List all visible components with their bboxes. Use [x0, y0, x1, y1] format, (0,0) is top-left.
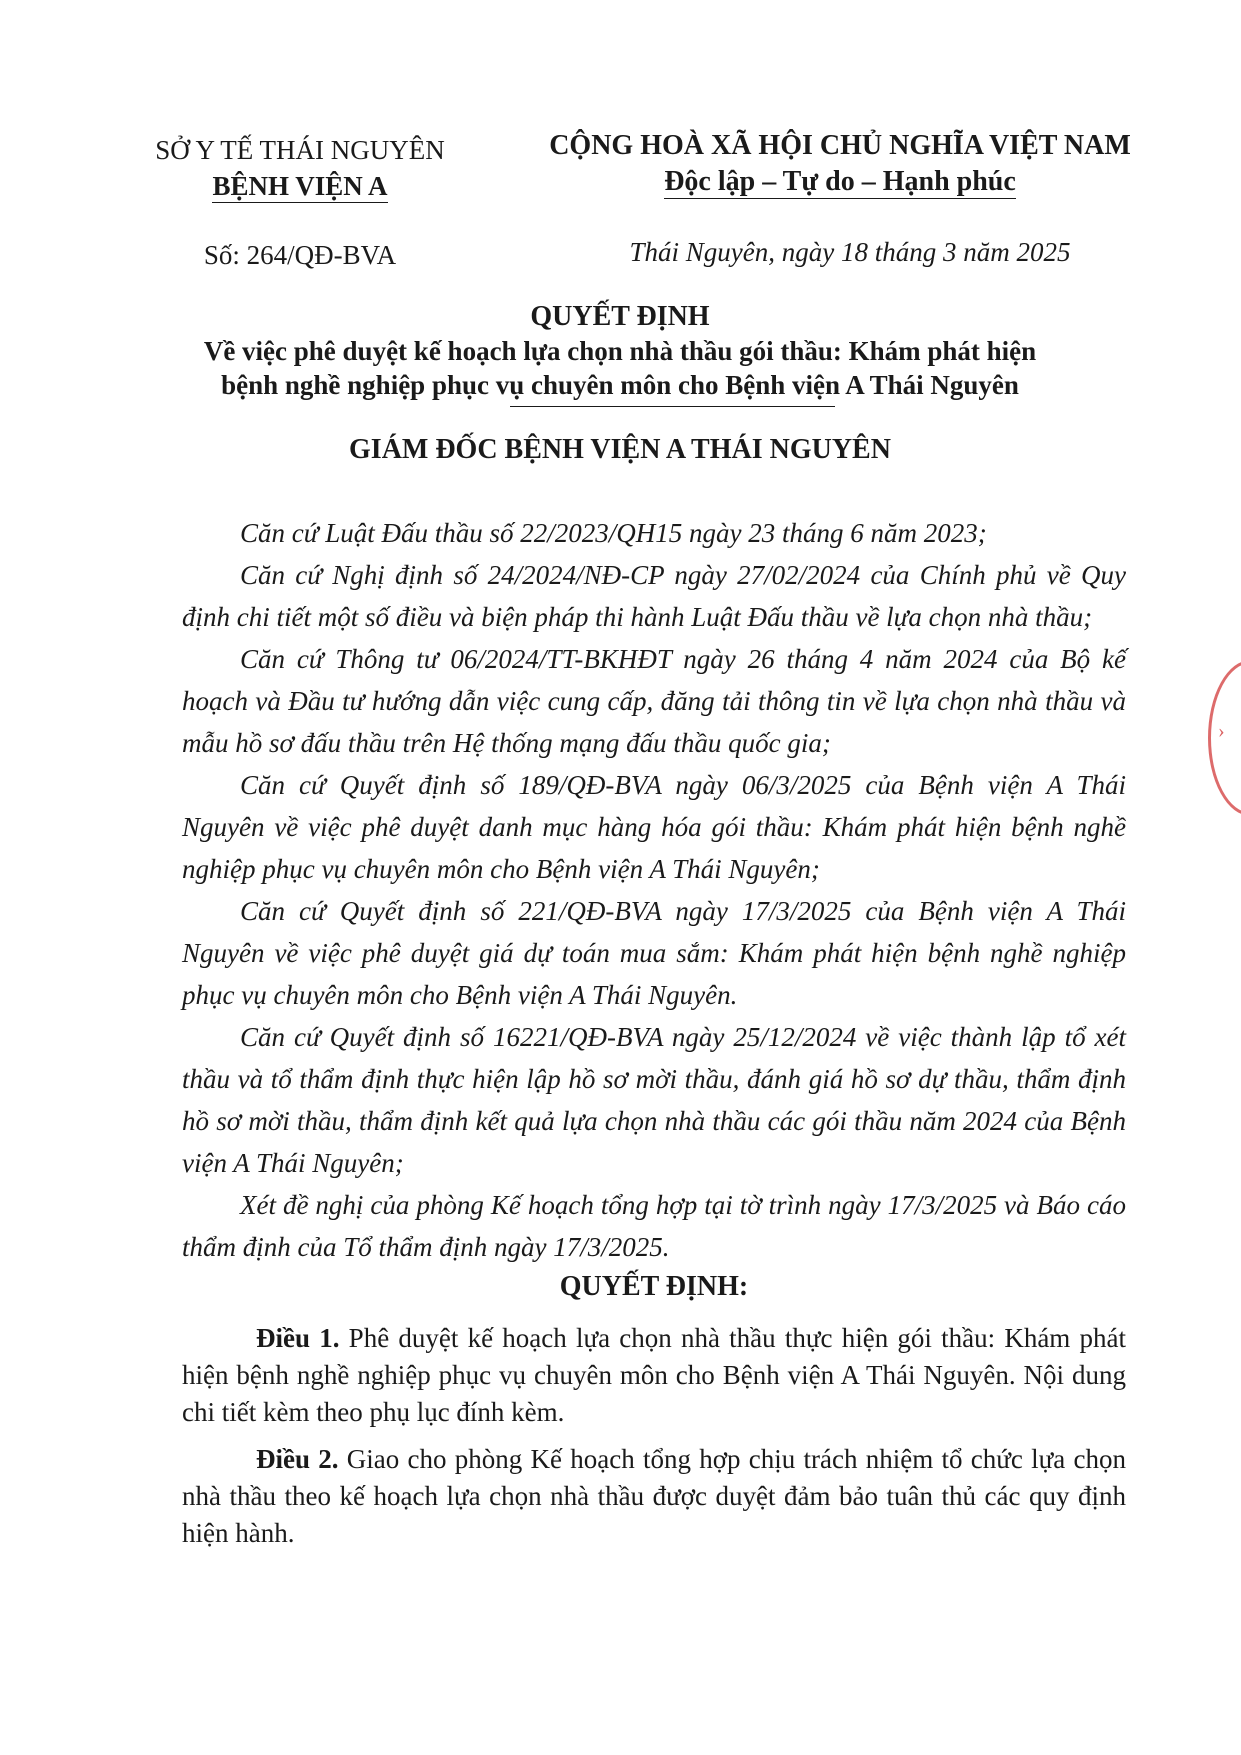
- unit-name: BỆNH VIỆN A: [212, 171, 388, 201]
- legal-basis-item: Xét đề nghị của phòng Kế hoạch tổng hợp tại tờ trình ngày 17/3/2025 và Báo cáo thẩm định của Tổ thẩm định ngày 17/3/2025.: [182, 1190, 1126, 1262]
- national-heading-block: [520, 128, 1160, 200]
- legal-basis-list: [182, 512, 1126, 1268]
- document-type: QUYẾT ĐỊNH: [530, 301, 710, 332]
- document-body: [182, 512, 1126, 1562]
- decision-heading: QUYẾT ĐỊNH:: [559, 1271, 749, 1302]
- seal-mark-icon: ›: [1218, 720, 1225, 742]
- agency-name: SỞ Y TẾ THÁI NGUYÊN: [155, 135, 445, 165]
- article-2-label: Điều 2.: [256, 1444, 339, 1474]
- document-number: Số: 264/QĐ-BVA: [203, 240, 397, 270]
- motto: Độc lập – Tự do – Hạnh phúc: [664, 166, 1016, 197]
- legal-basis-item: Căn cứ Luật Đấu thầu số 22/2023/QH15 ngày 23 tháng 6 năm 2023;: [240, 518, 987, 548]
- legal-basis-item: Căn cứ Quyết định số 221/QĐ-BVA ngày 17/3/2025 của Bệnh viện A Thái Nguyên về việc phê duyệt giá dự toán mua sắm: Khám phát hiện bệnh nghề nghiệp phục vụ chuyên môn cho Bệnh viện A Thái Nguyên.: [182, 896, 1126, 1010]
- article-1: [182, 1320, 1126, 1431]
- article-1-label: Điều 1.: [256, 1323, 340, 1353]
- article-1-text: Phê duyệt kế hoạch lựa chọn nhà thầu thực hiện gói thầu: Khám phát hiện bệnh nghề nghiệp phục vụ chuyên môn cho Bệnh viện A Thái Nguyên. Nội dung chi tiết kèm theo phụ lục đính kèm.: [182, 1323, 1127, 1427]
- place-and-date: Thái Nguyên, ngày 18 tháng 3 năm 2025: [629, 237, 1071, 267]
- legal-basis-item: Căn cứ Thông tư 06/2024/TT-BKHĐT ngày 26 tháng 4 năm 2024 của Bộ kế hoạch và Đầu tư hướng dẫn việc cung cấp, đăng tải thông tin về lựa chọn nhà thầu và mẫu hồ sơ đấu thầu trên Hệ thống mạng đấu thầu quốc gia;: [182, 644, 1126, 758]
- title-underline: [510, 406, 835, 407]
- subject-line-2: bệnh nghề nghiệp phục vụ chuyên môn cho Bệnh viện A Thái Nguyên: [221, 370, 1019, 400]
- legal-basis-item: Căn cứ Nghị định số 24/2024/NĐ-CP ngày 27/02/2024 của Chính phủ về Quy định chi tiết một số điều và biện pháp thi hành Luật Đấu thầu về lựa chọn nhà thầu;: [182, 560, 1126, 632]
- subject-line-1: Về việc phê duyệt kế hoạch lựa chọn nhà thầu gói thầu: Khám phát hiện: [203, 336, 1037, 366]
- document-title-block: [130, 300, 1110, 402]
- legal-basis-item: Căn cứ Quyết định số 189/QĐ-BVA ngày 06/3/2025 của Bệnh viện A Thái Nguyên về việc phê duyệt danh mục hàng hóa gói thầu: Khám phát hiện bệnh nghề nghiệp phục vụ chuyên môn cho Bệnh viện A Thái Nguyên;: [182, 770, 1126, 884]
- issuer-title: GIÁM ĐỐC BỆNH VIỆN A THÁI NGUYÊN: [349, 434, 891, 465]
- article-2: [182, 1441, 1126, 1552]
- country-name: CỘNG HOÀ XÃ HỘI CHỦ NGHĨA VIỆT NAM: [549, 130, 1131, 161]
- article-2-text: Giao cho phòng Kế hoạch tổng hợp chịu trách nhiệm tổ chức lựa chọn nhà thầu theo kế hoạch lựa chọn nhà thầu được duyệt đảm bảo tuân thủ các quy định hiện hành.: [182, 1444, 1126, 1548]
- articles-list: [182, 1320, 1126, 1552]
- issuing-agency-block: [120, 132, 480, 204]
- legal-basis-item: Căn cứ Quyết định số 16221/QĐ-BVA ngày 25/12/2024 về việc thành lập tổ xét thầu và tổ thẩm định thực hiện lập hồ sơ mời thầu, đánh giá hồ sơ dự thầu, thẩm định hồ sơ mời thầu, thẩm định kết quả lựa chọn nhà thầu các gói thầu năm 2024 của Bệnh viện A Thái Nguyên;: [182, 1022, 1126, 1178]
